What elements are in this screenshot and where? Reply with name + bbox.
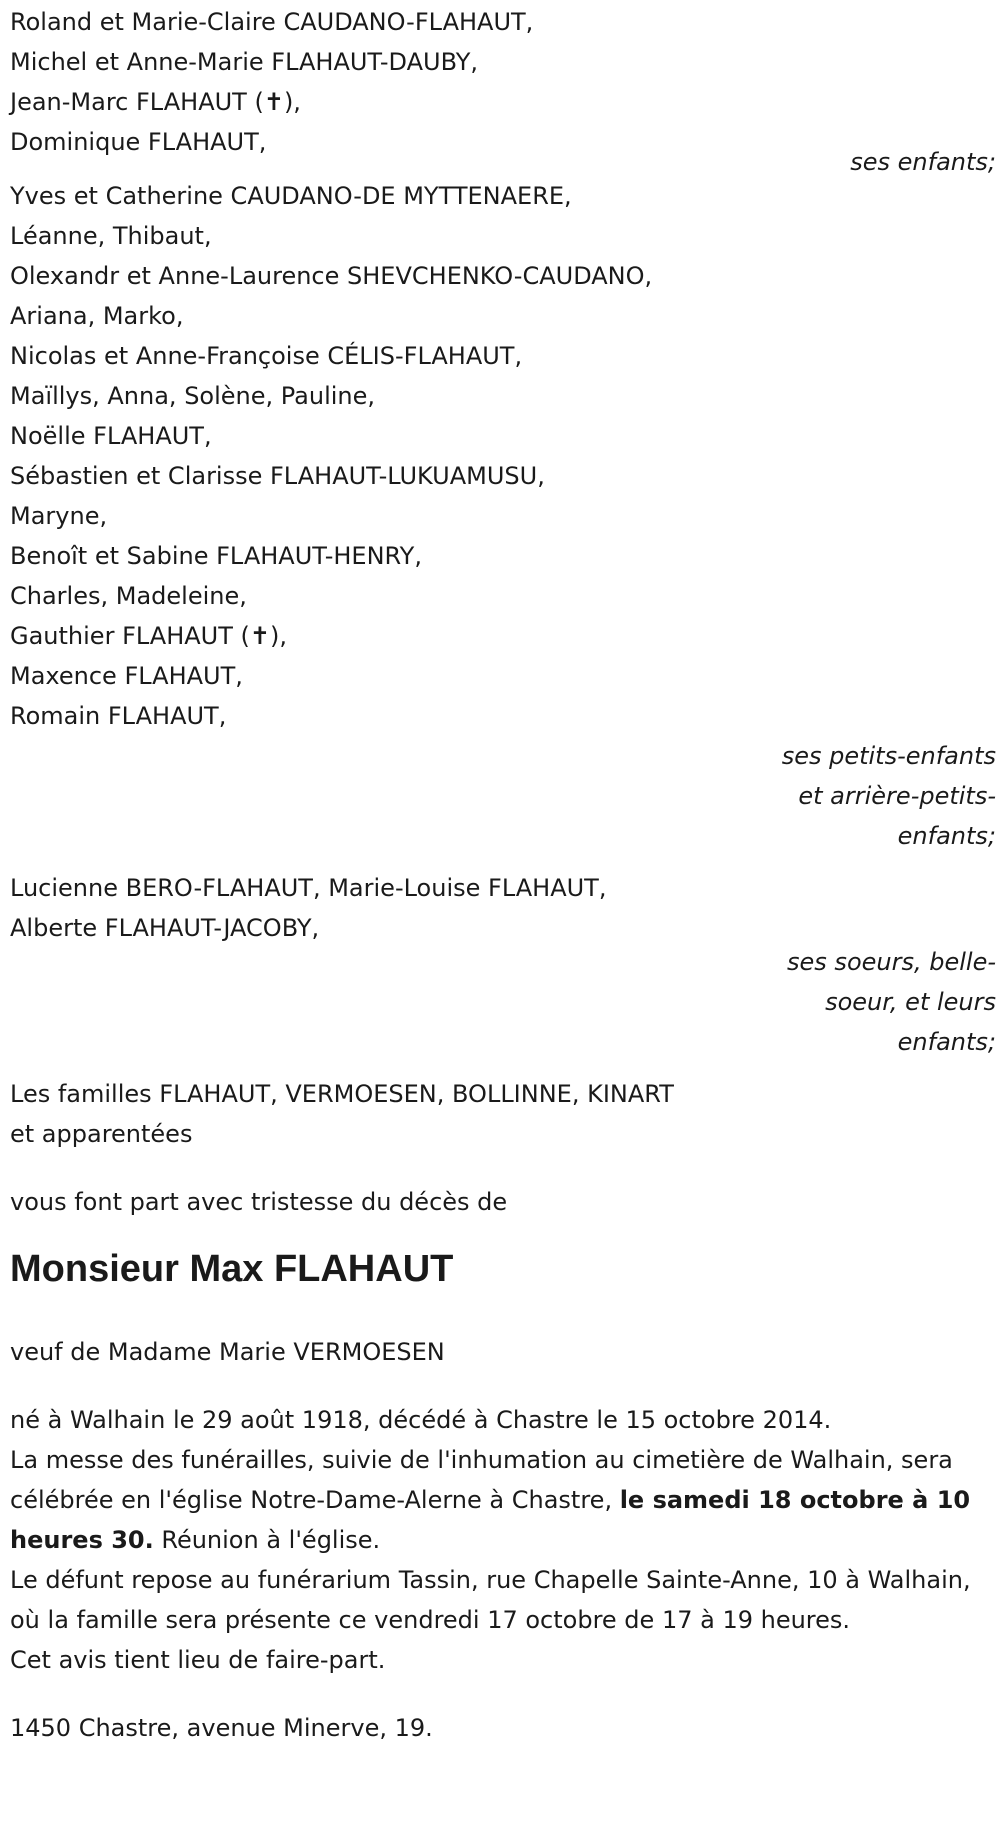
address-text: 1450 Chastre, avenue Minerve, 19. — [10, 1714, 433, 1742]
sister-line: Lucienne BERO-FLAHAUT, Marie-Louise FLAHAUT, — [10, 874, 607, 902]
grandchild-line: Maryne, — [10, 502, 108, 530]
child-line: Michel et Anne-Marie FLAHAUT-DAUBY, — [10, 48, 479, 76]
grandchild-line: Nicolas et Anne-Françoise CÉLIS-FLAHAUT, — [10, 342, 523, 370]
sister-line: Alberte FLAHAUT-JACOBY, — [10, 914, 320, 942]
grandchildren-role: ses petits-enfants et arrière-petits- enfants; — [781, 742, 996, 850]
children-list — [10, 0, 1000, 162]
sisters-list — [10, 868, 1000, 948]
grandchildren-list — [10, 176, 1000, 736]
grandchild-line: Sébastien et Clarisse FLAHAUT-LUKUAMUSU, — [10, 462, 545, 490]
grandchild-line: Romain FLAHAUT, — [10, 702, 227, 730]
children-role: ses enfants; — [850, 148, 996, 176]
announce-text: vous font part avec tristesse du décès de — [10, 1188, 508, 1216]
grandchild-line: Olexandr et Anne-Laurence SHEVCHENKO-CAUDANO, — [10, 262, 653, 290]
notice-text: Cet avis tient lieu de faire-part. — [10, 1646, 386, 1674]
child-line: Roland et Marie-Claire CAUDANO-FLAHAUT, — [10, 8, 534, 36]
child-line: Dominique FLAHAUT, — [10, 128, 267, 156]
grandchild-line: Léanne, Thibaut, — [10, 222, 212, 250]
birth-death-text: né à Walhain le 29 août 1918, décédé à Chastre le 15 octobre 2014. — [10, 1406, 832, 1434]
sisters-role: ses soeurs, belle- soeur, et leurs enfants; — [787, 948, 996, 1056]
child-line: Jean-Marc FLAHAUT (✝), — [10, 88, 301, 116]
rest-text: Le défunt repose au funérarium Tassin, rue Chapelle Sainte-Anne, 10 à Walhain, où la famille sera présente ce vendredi 17 octobre de 17 à 19 heures. — [10, 1566, 971, 1634]
grandchild-line: Maxence FLAHAUT, — [10, 662, 243, 690]
funeral-date: le samedi 18 octobre à 10 heures 30. — [10, 1486, 971, 1554]
widower-text: veuf de Madame Marie VERMOESEN — [10, 1338, 445, 1366]
grandchild-line: Yves et Catherine CAUDANO-DE MYTTENAERE, — [10, 182, 572, 210]
grandchild-line: Charles, Madeleine, — [10, 582, 247, 610]
funeral-text: La messe des funérailles, suivie de l'inhumation au cimetière de Walhain, sera célébrée en l'église Notre-Dame-Alerne à Chastre, le samedi 18 octobre à 10 heures 30. Réunion à l'église. — [10, 1446, 971, 1554]
family-line: Les familles FLAHAUT, VERMOESEN, BOLLINNE, KINART — [10, 1080, 674, 1108]
grandchild-line: Gauthier FLAHAUT (✝), — [10, 622, 287, 650]
grandchild-line: Ariana, Marko, — [10, 302, 184, 330]
grandchild-line: Noëlle FLAHAUT, — [10, 422, 212, 450]
deceased-name: Monsieur Max FLAHAUT — [10, 1248, 454, 1290]
grandchild-line: Benoît et Sabine FLAHAUT-HENRY, — [10, 542, 422, 570]
grandchild-line: Maïllys, Anna, Solène, Pauline, — [10, 382, 376, 410]
families-list — [10, 1074, 1000, 1154]
family-line: et apparentées — [10, 1120, 193, 1148]
